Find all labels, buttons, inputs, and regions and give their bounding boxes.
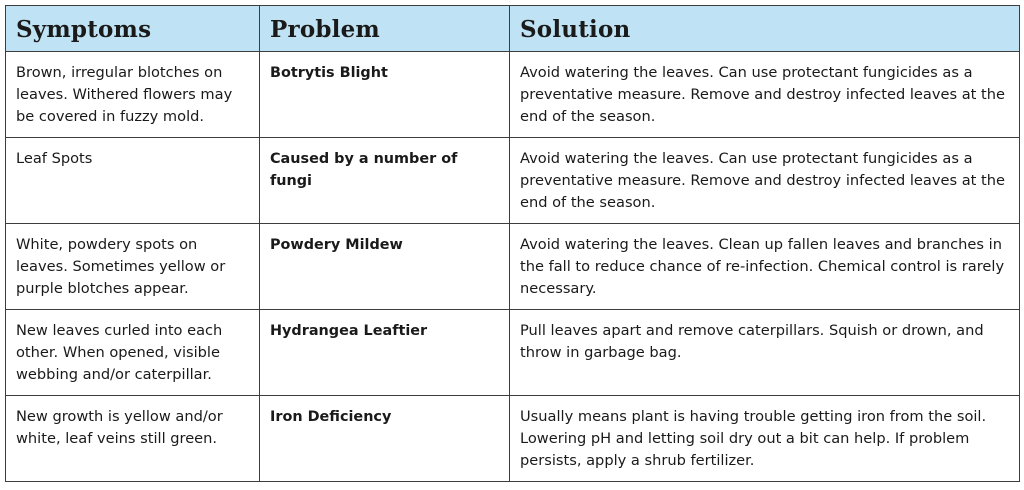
problem-cell: Caused by a number of fungi	[260, 138, 510, 224]
symptoms-cell: Brown, irregular blotches on leaves. Withered flowers may be covered in fuzzy mold.	[6, 52, 260, 138]
problem-solution-table-container	[5, 5, 1019, 485]
solution-cell: Avoid watering the leaves. Can use protectant fungicides as a preventative measure. Remove and destroy infected leaves at the end of the season.	[510, 138, 1020, 224]
column-header-solution: Solution	[510, 6, 1020, 52]
column-header-problem: Problem	[260, 6, 510, 52]
symptoms-cell: New growth is yellow and/or white, leaf veins still green.	[6, 396, 260, 482]
problem-solution-table	[5, 5, 1020, 482]
problem-cell: Hydrangea Leaftier	[260, 310, 510, 396]
solution-cell: Avoid watering the leaves. Clean up fallen leaves and branches in the fall to reduce chance of re-infection. Chemical control is rarely necessary.	[510, 224, 1020, 310]
table-row	[6, 224, 1020, 310]
column-header-symptoms: Symptoms	[6, 6, 260, 52]
table-header-row	[6, 6, 1020, 52]
solution-cell: Pull leaves apart and remove caterpillars. Squish or drown, and throw in garbage bag.	[510, 310, 1020, 396]
problem-cell: Powdery Mildew	[260, 224, 510, 310]
table-row	[6, 396, 1020, 482]
problem-cell: Iron Deficiency	[260, 396, 510, 482]
table-row	[6, 138, 1020, 224]
solution-cell: Usually means plant is having trouble getting iron from the soil. Lowering pH and letting soil dry out a bit can help. If problem persists, apply a shrub fertilizer.	[510, 396, 1020, 482]
symptoms-cell: White, powdery spots on leaves. Sometimes yellow or purple blotches appear.	[6, 224, 260, 310]
table-row	[6, 52, 1020, 138]
solution-cell: Avoid watering the leaves. Can use protectant fungicides as a preventative measure. Remove and destroy infected leaves at the end of the season.	[510, 52, 1020, 138]
symptoms-cell: New leaves curled into each other. When opened, visible webbing and/or caterpillar.	[6, 310, 260, 396]
problem-cell: Botrytis Blight	[260, 52, 510, 138]
table-row	[6, 310, 1020, 396]
symptoms-cell: Leaf Spots	[6, 138, 260, 224]
